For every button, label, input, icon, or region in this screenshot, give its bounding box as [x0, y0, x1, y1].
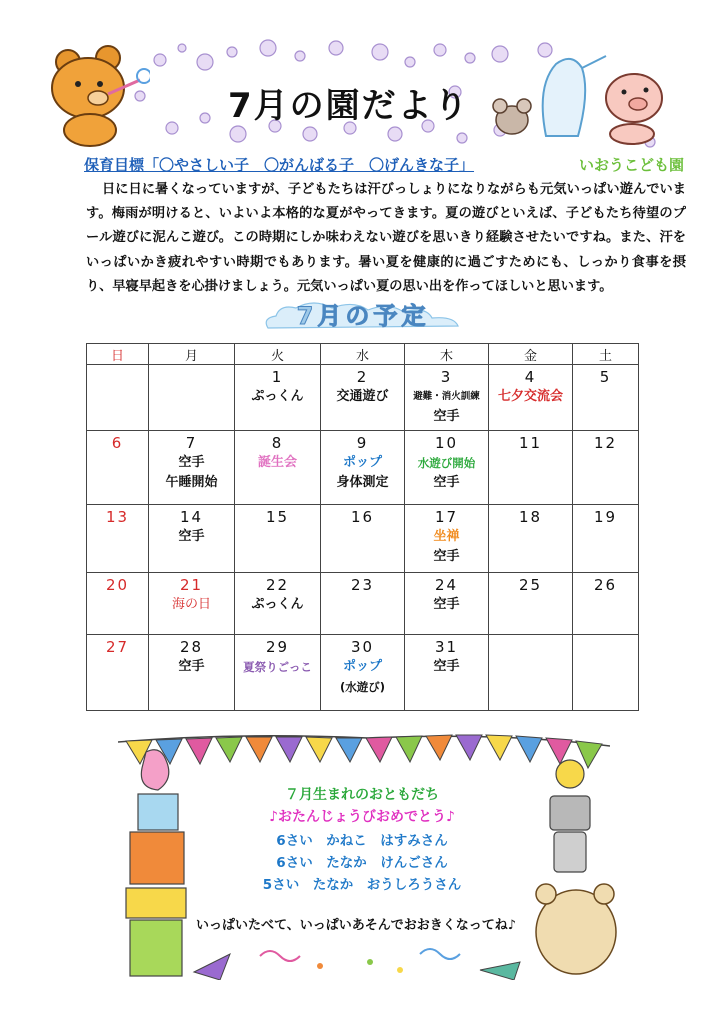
calendar-week-row — [87, 505, 639, 573]
calendar-event: 坐禅 — [433, 529, 460, 544]
day-number: 17 — [434, 508, 459, 526]
day-number: 21 — [179, 576, 204, 594]
weekday-header-row — [87, 344, 639, 365]
calendar-event: 海の日 — [171, 597, 211, 612]
calendar-event: 空手 — [433, 409, 460, 424]
calendar-event: 水遊び開始 — [417, 456, 476, 470]
calendar-event: 空手 — [178, 529, 205, 544]
calendar-week-row — [87, 365, 639, 431]
pig-and-mouse-illustration — [486, 46, 668, 146]
calendar-event: (水遊び) — [339, 680, 385, 694]
calendar-day-cell — [321, 365, 405, 431]
calendar-day-cell — [405, 431, 489, 505]
day-number: 26 — [593, 576, 618, 594]
calendar-event: 交通遊び — [336, 389, 389, 404]
july-calendar — [86, 343, 639, 711]
childcare-goal: 保育目標「〇やさしい子 〇がんばる子 〇げんきな子」 — [84, 156, 475, 174]
calendar-week-row — [87, 573, 639, 635]
weekday-header: 日 — [87, 344, 149, 365]
day-number: 5 — [599, 368, 612, 386]
calendar-day-cell — [489, 635, 573, 711]
weekday-header: 金 — [489, 344, 573, 365]
day-number: 10 — [434, 434, 459, 452]
weekday-header: 土 — [573, 344, 639, 365]
calendar-day-cell — [405, 505, 489, 573]
day-number: 28 — [179, 638, 204, 656]
calendar-day-cell — [235, 505, 321, 573]
day-number: 30 — [350, 638, 375, 656]
day-number: 29 — [265, 638, 290, 656]
day-number: 8 — [271, 434, 284, 452]
calendar-day-cell — [235, 431, 321, 505]
calendar-day-cell — [405, 365, 489, 431]
day-number: 7 — [185, 434, 198, 452]
day-number: 12 — [593, 434, 618, 452]
calendar-day-cell — [149, 505, 235, 573]
day-number: 16 — [350, 508, 375, 526]
calendar-day-cell — [573, 635, 639, 711]
day-number: 13 — [105, 508, 130, 526]
calendar-event: 空手 — [433, 597, 460, 612]
calendar-day-cell — [235, 573, 321, 635]
weekday-header: 水 — [321, 344, 405, 365]
calendar-day-cell — [489, 573, 573, 635]
calendar-day-cell — [321, 635, 405, 711]
calendar-day-cell — [87, 573, 149, 635]
calendar-event: 午睡開始 — [165, 475, 218, 490]
school-name: いおうこども園 — [578, 156, 684, 174]
day-number: 1 — [271, 368, 284, 386]
day-number: 19 — [593, 508, 618, 526]
calendar-event: 空手 — [178, 455, 205, 470]
birthday-message: ♪おたんじょうびおめでとう♪ — [269, 809, 455, 825]
calendar-day-cell — [235, 635, 321, 711]
calendar-body — [87, 365, 639, 711]
weekday-header: 月 — [149, 344, 235, 365]
day-number: 22 — [265, 576, 290, 594]
day-number: 6 — [111, 434, 124, 452]
calendar-event: 身体測定 — [336, 475, 389, 490]
day-number: 20 — [105, 576, 130, 594]
calendar-day-cell — [321, 573, 405, 635]
calendar-day-cell — [573, 365, 639, 431]
calendar-day-cell — [489, 505, 573, 573]
calendar-event: 避難・消火訓練 — [413, 391, 480, 402]
schedule-banner — [258, 294, 468, 336]
confetti-decoration — [190, 926, 530, 980]
schedule-banner-text: 7月の予定 — [296, 302, 430, 330]
goal-line — [84, 154, 684, 176]
calendar-day-cell — [573, 505, 639, 573]
calendar-event: 誕生会 — [257, 455, 297, 470]
calendar-week-row — [87, 431, 639, 505]
calendar-event: 空手 — [178, 659, 205, 674]
day-number: 24 — [434, 576, 459, 594]
calendar-day-cell — [405, 573, 489, 635]
birthday-closing: いっぱいたべて、いっぱいあそんでおおきくなってね♪ — [196, 918, 517, 933]
intro-paragraph: 日に日に暑くなっていますが、子どもたちは汗びっしょりになりながらも元気いっぱい遊んでいます。梅雨が明けると、いよいよ本格的な夏がやってきます。夏の遊びといえば、子どもたち待望のプール遊びに泥んこ遊び。この時期にしか味わえない遊びを思いきり経験させたいですね。また、汗をいっぱいかき疲れやすい時期でもあります。暑い夏を健康的に過ごすためにも、しっかり食事を摂り、早寝早起きを心掛けましょう。元気いっぱい夏の思い出を作ってほしいと思います。 — [86, 182, 686, 294]
calendar-day-cell — [149, 365, 235, 431]
calendar-day-cell — [405, 635, 489, 711]
calendar-event: ぷっくん — [251, 597, 304, 612]
day-number: 9 — [356, 434, 369, 452]
weekday-header: 木 — [405, 344, 489, 365]
calendar-day-cell — [321, 505, 405, 573]
calendar-event: 空手 — [433, 475, 460, 490]
page-title: 7月の園だより — [228, 86, 470, 126]
calendar-day-cell — [87, 505, 149, 573]
calendar-event: 夏祭りごっこ — [243, 660, 312, 674]
calendar-day-cell — [149, 573, 235, 635]
calendar-day-cell — [489, 365, 573, 431]
calendar-event: ぷっくん — [251, 389, 304, 404]
calendar-day-cell — [149, 635, 235, 711]
day-number: 27 — [105, 638, 130, 656]
calendar-event: ポップ — [342, 455, 382, 470]
calendar-week-row — [87, 635, 639, 711]
day-number: 2 — [356, 368, 369, 386]
day-number: 23 — [350, 576, 375, 594]
day-number: 25 — [518, 576, 543, 594]
birthday-title: ７月生まれのおともだち — [285, 787, 439, 803]
calendar-day-cell — [149, 431, 235, 505]
day-number: 11 — [518, 434, 543, 452]
calendar-day-cell — [321, 431, 405, 505]
weekday-header: 火 — [235, 344, 321, 365]
day-number: 3 — [440, 368, 453, 386]
day-number: 4 — [524, 368, 537, 386]
calendar-day-cell — [573, 573, 639, 635]
calendar-event: 空手 — [433, 549, 460, 564]
calendar-day-cell — [87, 635, 149, 711]
calendar-day-cell — [235, 365, 321, 431]
bear-with-bubble-wand-illustration — [40, 44, 150, 148]
birthday-child-3: 5さい たなか おうしろうさん — [262, 877, 462, 893]
calendar-day-cell — [489, 431, 573, 505]
calendar-event: 空手 — [433, 659, 460, 674]
calendar-event: 七夕交流会 — [497, 389, 563, 404]
calendar-day-cell — [573, 431, 639, 505]
day-number: 15 — [265, 508, 290, 526]
birthday-child-1: 6さい かねこ はすみさん — [276, 833, 448, 849]
calendar-event: ポップ — [342, 659, 382, 674]
calendar-day-cell — [87, 431, 149, 505]
day-number: 14 — [179, 508, 204, 526]
birthday-child-2: 6さい たなか けんごさん — [276, 855, 448, 871]
day-number: 31 — [434, 638, 459, 656]
calendar-day-cell — [87, 365, 149, 431]
day-number: 18 — [518, 508, 543, 526]
